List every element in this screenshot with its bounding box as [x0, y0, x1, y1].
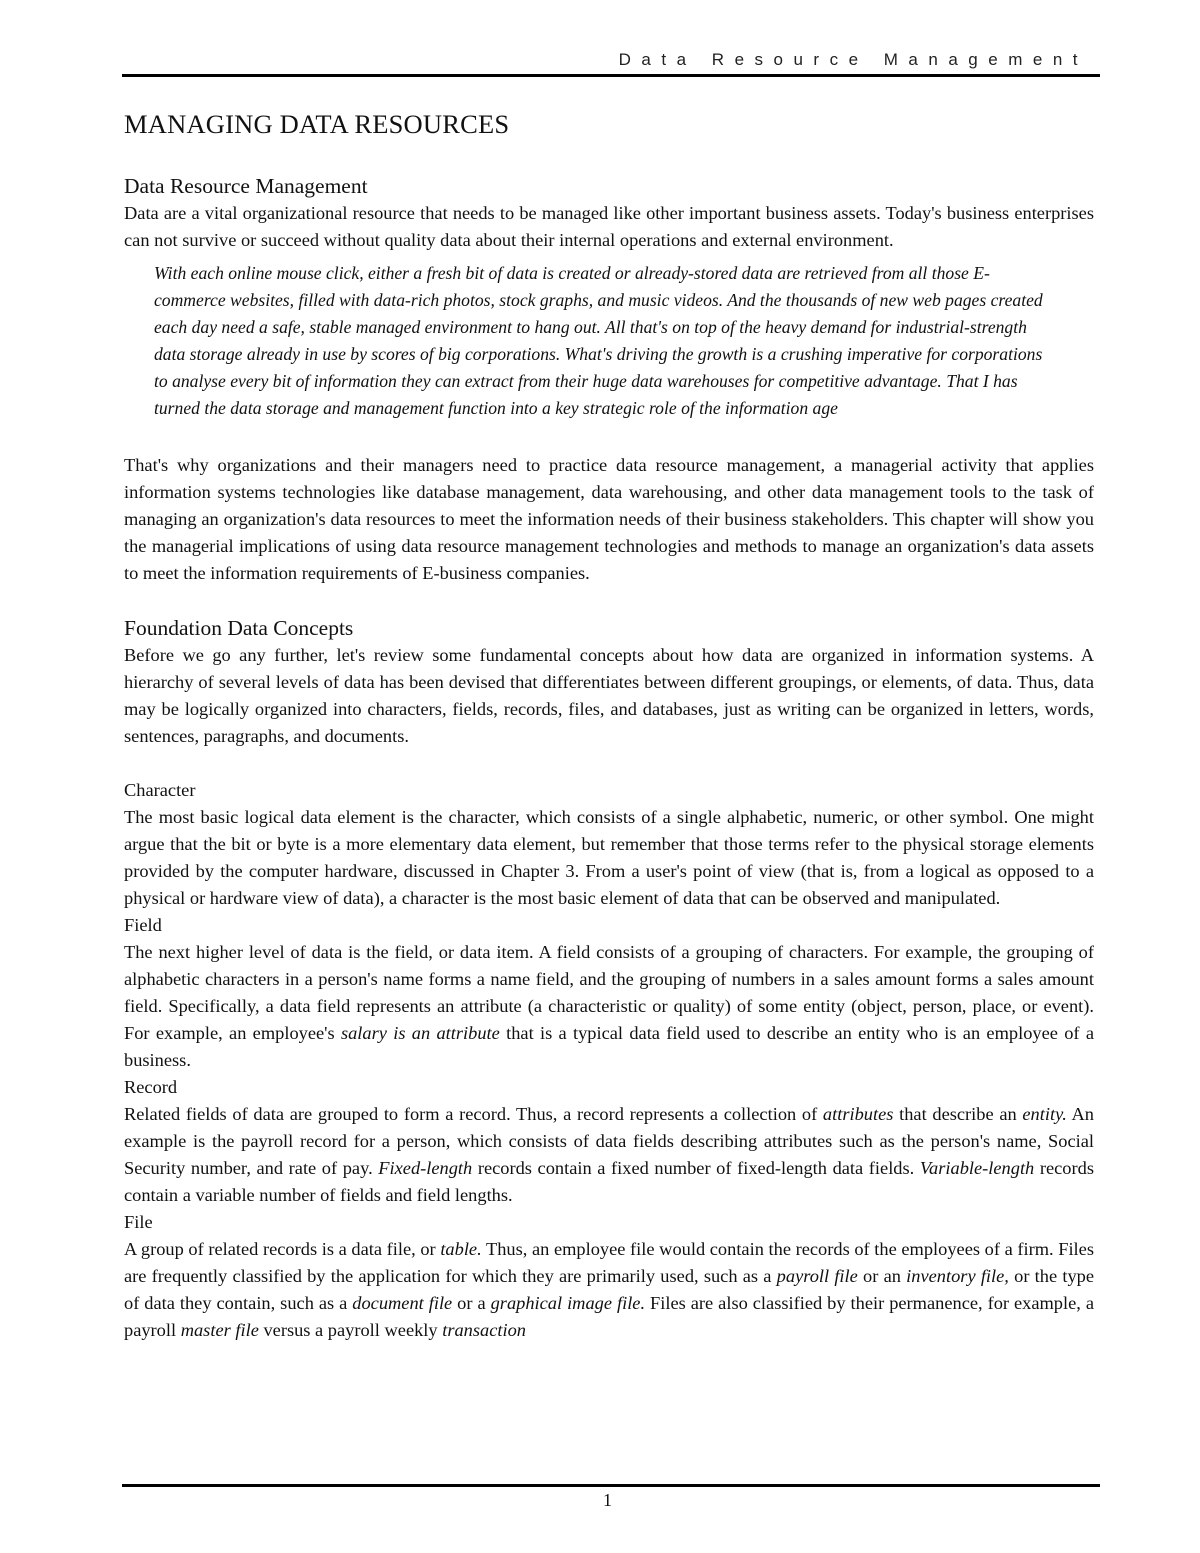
- paragraph: That's why organizations and their managers need to practice data resource management, a managerial activity that applies information systems technologies like database management, data warehousing, and other data management tools to the task of managing an organization's data resources to meet the information needs of their business stakeholders. This chapter will show you the managerial implications of using data resource management technologies and methods to manage an organization's data assets to meet the information requirements of E-business companies.: [124, 455, 1094, 583]
- text-run: or an: [857, 1266, 907, 1286]
- text-run: versus a payroll weekly: [258, 1320, 443, 1340]
- text-run: records contain a fixed number of fixed-length data fields.: [472, 1158, 920, 1178]
- emphasis: document file: [352, 1293, 453, 1313]
- paragraph-record: [124, 1101, 1094, 1209]
- section-heading-data-resource-management: Data Resource Management: [124, 174, 368, 198]
- text-run: The next higher level of data is the field, or data item. A field consists of a grouping of characters. For example, the grouping of alphabetic characters in a person's name forms a name field, and the grouping of numbers in a sales amount forms a sales amount field. Specifically, a data field represents an attribute (a characteristic or quality) of some entity (object, person, place, or event). For example, an employee's: [124, 942, 1094, 1043]
- emphasis: entity.: [1022, 1104, 1067, 1124]
- text-run: that is a typical data field used to describe an entity who is an employee of a business.: [124, 1023, 1094, 1070]
- text-run: A group of related records is a data file, or: [124, 1239, 441, 1259]
- text-run: Related fields of data are grouped to form a record. Thus, a record represents a collection of: [124, 1104, 823, 1124]
- emphasis: Fixed-length: [378, 1158, 473, 1178]
- emphasis: Variable-length: [919, 1158, 1035, 1178]
- paragraph: Data are a vital organizational resource that needs to be managed like other important business assets. Today's business enterprises can not survive or succeed without quality data about their internal operations and external environment.: [124, 203, 1094, 250]
- page-title: MANAGING DATA RESOURCES: [124, 109, 510, 139]
- spacer: [124, 750, 1094, 777]
- paragraph-character: The most basic logical data element is the character, which consists of a single alphabetic, numeric, or other symbol. One might argue that the bit or byte is a more elementary data element, but remember that those terms refer to the physical storage elements provided by the computer hardware, discussed in Chapter 3. From a user's point of view (that is, from a logical as opposed to a physical or hardware view of data), a character is the most basic element of data that can be observed and manipulated.: [124, 807, 1094, 908]
- subheading-field: Field: [124, 915, 162, 935]
- emphasis: inventory file,: [906, 1266, 1009, 1286]
- page-number: 1: [603, 1490, 612, 1510]
- header-rule: [122, 74, 1100, 77]
- subheading-file: File: [124, 1212, 153, 1232]
- subheading-record: Record: [124, 1077, 178, 1097]
- text-run: Files are also classified by their permanence, for example, a payroll: [124, 1293, 1094, 1340]
- running-header: Data Resource Management: [618, 50, 1088, 69]
- emphasis: attributes: [822, 1104, 894, 1124]
- block-quote: With each online mouse click, either a fresh bit of data is created or already-stored data are retrieved from all those E-commerce websites, filled with data-rich photos, stock graphs, and music videos. And the thousands of new web pages created each day need a safe, stable managed environment to hang out. All that's on top of the heavy demand for industrial-strength data storage already in use by scores of big corporations. What's driving the growth is a crushing imperative for corporations to analyse every bit of information they can extract from their huge data warehouses for competitive advantage. That I has turned the data storage and management function into a key strategic role of the information age: [154, 263, 1043, 418]
- section-heading-foundation-data-concepts: Foundation Data Concepts: [124, 616, 354, 640]
- spacer: [124, 587, 1094, 614]
- text-run: or the type of data they contain, such as a: [124, 1266, 1095, 1313]
- footer-rule: [122, 1484, 1100, 1487]
- emphasis: transaction: [442, 1320, 526, 1340]
- emphasis: payroll file: [776, 1266, 858, 1286]
- emphasis: salary is an attribute: [340, 1023, 500, 1043]
- paragraph: Before we go any further, let's review some fundamental concepts about how data are organized in information systems. A hierarchy of several levels of data has been devised that differentiates between different groupings, or elements, of data. Thus, data may be logically organized into characters, fields, records, files, and databases, just as writing can be organized in letters, words, sentences, paragraphs, and documents.: [124, 645, 1094, 746]
- paragraph-file: [124, 1236, 1094, 1344]
- text-run: that describe an: [893, 1104, 1023, 1124]
- text-run: or a: [452, 1293, 491, 1313]
- text-run: records contain a variable number of fields and field lengths.: [124, 1158, 1094, 1205]
- text-run: Thus, an employee file would contain the records of the employees of a firm. Files are frequently classified by the application for which they are primarily used, such as a: [124, 1239, 1094, 1286]
- emphasis: table.: [440, 1239, 482, 1259]
- emphasis: master file: [180, 1320, 259, 1340]
- emphasis: graphical image file.: [490, 1293, 646, 1313]
- subheading-character: Character: [124, 780, 196, 800]
- text-run: An example is the payroll record for a person, which consists of data fields describing attributes such as the person's name, Social Security number, and rate of pay.: [124, 1104, 1094, 1178]
- paragraph-field: [124, 939, 1094, 1074]
- page-content: [124, 106, 1094, 1344]
